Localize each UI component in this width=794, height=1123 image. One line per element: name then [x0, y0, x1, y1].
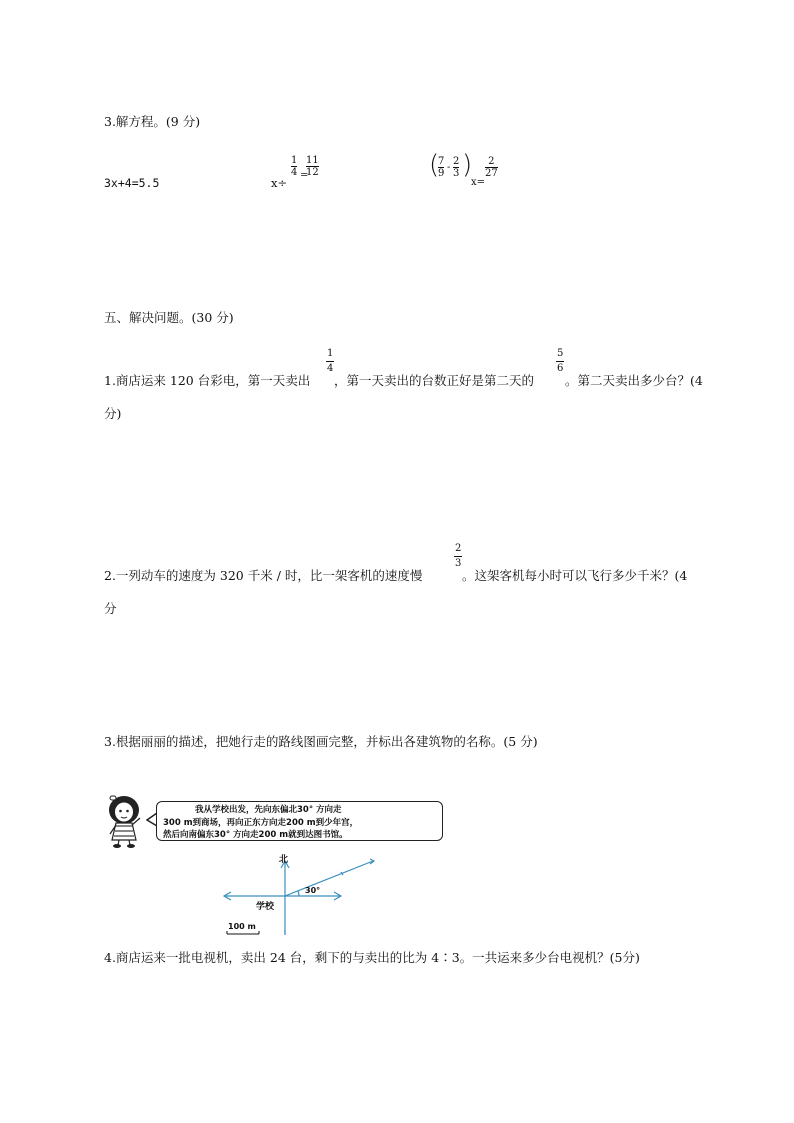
problem-2-text-c: 分	[104, 601, 117, 616]
equation-2-fraction-1	[291, 155, 297, 178]
equation-3-fraction-c	[485, 156, 498, 179]
speech-line-2: 300 m到商场，再向正东方向走200 m到少年宫，	[163, 817, 359, 828]
problem-1-fraction-2-numerator: 5	[557, 348, 564, 359]
problem-1-text-d: 分)	[104, 406, 122, 421]
equation-3-x-equals: x=	[471, 177, 486, 188]
map-angle-label: 30°	[305, 886, 321, 895]
problem-4-text: 4.商店运来一批电视机，卖出 24 台，剩下的与卖出的比为 4∶3。一共运来多少台电视机？(5分)	[104, 950, 640, 965]
fraction-numerator: 11	[306, 155, 319, 166]
fraction-numerator: 2	[453, 156, 460, 167]
equation-3-fraction-a	[438, 156, 444, 179]
speech-bubble	[156, 801, 443, 841]
equation-1: 3x+4=5.5	[104, 176, 160, 190]
problem-2-fraction-numerator: 2	[455, 543, 462, 554]
equation-2-equals: =	[300, 170, 309, 181]
fraction-numerator: 7	[438, 156, 445, 167]
equation-2-fraction-2	[306, 155, 319, 178]
speech-line-1: 我从学校出发，先向东偏北30° 方向走	[195, 805, 342, 815]
problem-1-text-a: 1.商店运来 120 台彩电，第一天卖出	[104, 373, 311, 388]
fraction-denominator: 27	[485, 168, 498, 179]
fraction-denominator: 4	[291, 167, 298, 178]
fraction-bar	[454, 556, 462, 557]
equation-3-minus: -	[447, 162, 451, 173]
section-5-title: 五、解决问题。(30 分)	[104, 310, 234, 325]
problem-2-fraction-denominator: 3	[455, 558, 462, 569]
problem-1-fraction-1-denominator: 4	[327, 363, 334, 374]
problem-2-text-b: 。这架客机每小时可以飞行多少千米？(4	[462, 568, 688, 583]
fraction-bar	[556, 361, 564, 362]
fraction-denominator: 9	[438, 168, 445, 179]
problem-1-text-c: 。第二天卖出多少台？(4	[565, 373, 703, 388]
problem-2-text-a: 2.一列动车的速度为 320 千米 / 时，比一架客机的速度慢	[104, 568, 423, 583]
right-paren: )	[462, 150, 473, 180]
problem-3-text: 3.根据丽丽的描述，把她行走的路线图画完整，并标出各建筑物的名称。(5 分)	[104, 734, 538, 749]
fraction-numerator: 2	[488, 156, 495, 167]
map-school-label: 学校	[256, 902, 275, 912]
fraction-numerator: 1	[291, 155, 298, 166]
problem-1-fraction-1-numerator: 1	[327, 348, 334, 359]
equation-2-prefix: x÷	[271, 176, 288, 190]
equation-3-fraction-b	[453, 156, 459, 179]
map-scale-label: 100 m	[228, 922, 256, 931]
question-3-title: 3.解方程。(9 分)	[104, 114, 201, 129]
angle-arc	[298, 891, 299, 896]
fraction-bar	[326, 361, 334, 362]
left-paren: (	[429, 150, 440, 180]
route-segment-1	[285, 861, 373, 896]
problem-1-fraction-2-denominator: 6	[557, 363, 564, 374]
problem-1-text-b: ，第一天卖出的台数正好是第二天的	[334, 373, 535, 388]
map-north-label: 北	[279, 855, 289, 865]
speech-line-3: 然后向南偏东30° 方向走200 m就到达图书馆。	[163, 830, 348, 840]
fraction-denominator: 12	[306, 167, 319, 178]
fraction-denominator: 3	[453, 168, 460, 179]
